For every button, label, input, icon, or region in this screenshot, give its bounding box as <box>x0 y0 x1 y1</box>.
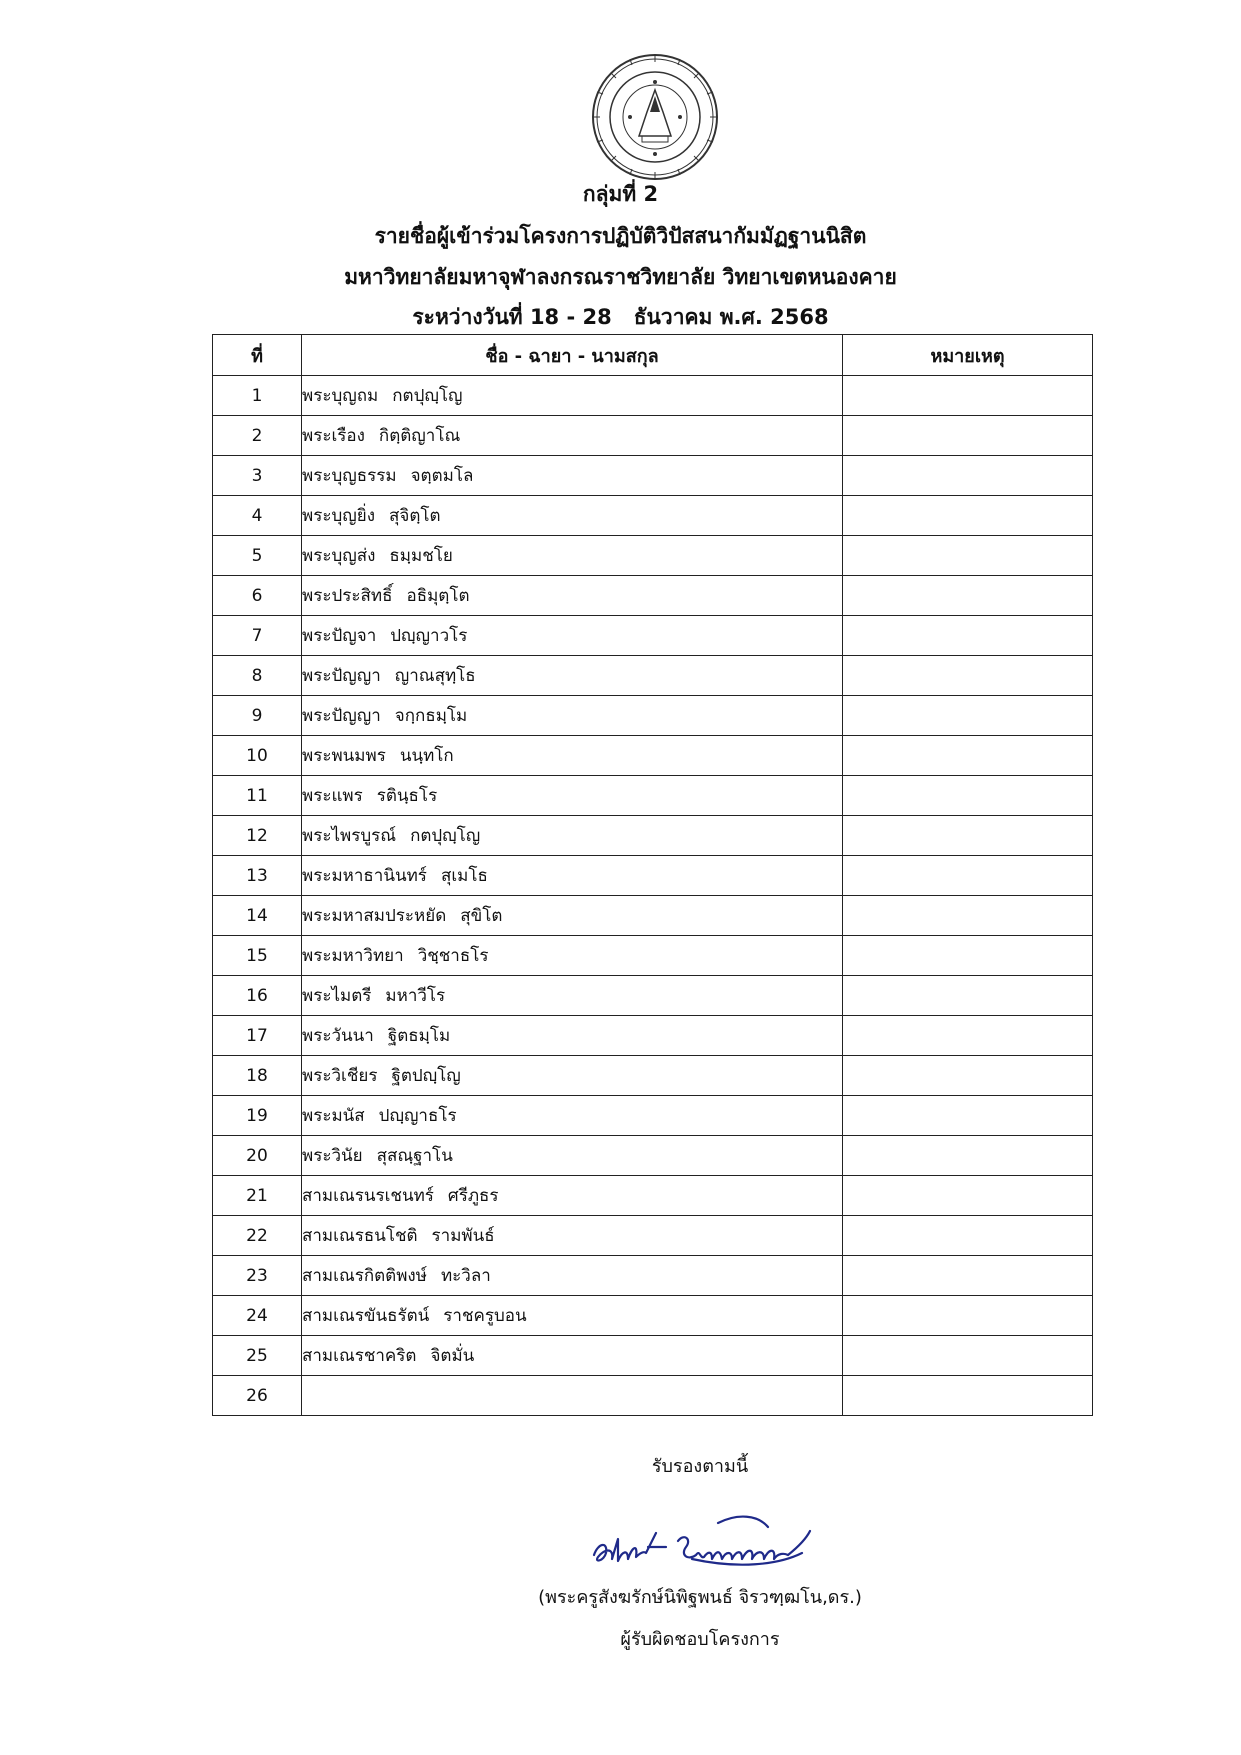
row-note <box>843 496 1093 536</box>
row-number: 4 <box>213 496 302 536</box>
row-number: 24 <box>213 1296 302 1336</box>
participant-name <box>302 1136 843 1176</box>
participant-name <box>302 1216 843 1256</box>
table-row <box>213 1336 1093 1376</box>
row-number: 6 <box>213 576 302 616</box>
row-note <box>843 936 1093 976</box>
column-header-note: หมายเหตุ <box>843 335 1093 376</box>
signature <box>588 1503 818 1573</box>
row-number: 2 <box>213 416 302 456</box>
table-row <box>213 1096 1093 1136</box>
participant-first-name: พระไมตรี <box>302 986 372 1006</box>
participant-monastic-name: ญาณสุทฺโธ <box>394 666 476 686</box>
participant-name <box>302 816 843 856</box>
participant-first-name: พระบุญยิ่ง <box>302 506 376 526</box>
participant-monastic-name: วิชฺชาธโร <box>417 946 489 966</box>
participant-name <box>302 1336 843 1376</box>
participant-first-name: พระปัญญา <box>302 706 381 726</box>
participant-monastic-name: จกฺกธมฺโม <box>394 706 468 726</box>
participant-first-name: สามเณรชาคริต <box>302 1346 417 1366</box>
signer-role: ผู้รับผิดชอบโครงการ <box>620 1629 780 1650</box>
row-note <box>843 816 1093 856</box>
row-note <box>843 1336 1093 1376</box>
institution-name: มหาวิทยาลัยมหาจุฬาลงกรณราชวิทยาลัย วิทยาเขตหนองคาย <box>344 265 897 289</box>
participant-monastic-name: สุเมโธ <box>440 866 488 886</box>
participant-monastic-name: มหาวีโร <box>385 986 446 1006</box>
university-seal <box>590 52 720 182</box>
participant-name <box>302 616 843 656</box>
participant-monastic-name: ศรีภูธร <box>447 1186 499 1206</box>
row-number: 10 <box>213 736 302 776</box>
participant-monastic-name: อธิมุตฺโต <box>406 586 470 606</box>
row-note <box>843 1016 1093 1056</box>
participant-first-name: พระพนมพร <box>302 746 386 766</box>
participant-name <box>302 1256 843 1296</box>
row-note <box>843 1256 1093 1296</box>
participant-monastic-name: ปญฺญาวโร <box>390 626 468 646</box>
table-row <box>213 776 1093 816</box>
table-row <box>213 856 1093 896</box>
column-header-no: ที่ <box>213 335 302 376</box>
participant-first-name: สามเณรขันธรัตน์ <box>302 1306 430 1326</box>
participant-monastic-name: รตินฺธโร <box>376 786 438 806</box>
date-line <box>0 299 1241 335</box>
row-number: 11 <box>213 776 302 816</box>
table-row <box>213 816 1093 856</box>
participant-monastic-name: ราชครูบอน <box>443 1306 527 1326</box>
participant-name <box>302 1096 843 1136</box>
participant-name <box>302 376 843 416</box>
participant-monastic-name: นนฺทโก <box>399 746 454 766</box>
row-number: 9 <box>213 696 302 736</box>
table-row <box>213 1376 1093 1416</box>
participant-monastic-name: จิตมั่น <box>430 1346 475 1366</box>
row-note <box>843 776 1093 816</box>
signer-name: (พระครูสังฆรักษ์นิพิฐพนธ์ จิรวฑฺฒโน,ดร.) <box>538 1587 862 1608</box>
row-number: 20 <box>213 1136 302 1176</box>
row-note <box>843 1296 1093 1336</box>
participant-name <box>302 1176 843 1216</box>
participant-name <box>302 696 843 736</box>
row-number: 18 <box>213 1056 302 1096</box>
table-row <box>213 416 1093 456</box>
participant-monastic-name: รามพันธ์ <box>431 1226 495 1246</box>
row-note <box>843 856 1093 896</box>
table-row <box>213 1016 1093 1056</box>
row-note <box>843 1376 1093 1416</box>
participant-monastic-name: กตปุญฺโญ <box>392 386 463 406</box>
row-number: 16 <box>213 976 302 1016</box>
row-note <box>843 1176 1093 1216</box>
participant-first-name: พระมหาธานินทร์ <box>302 866 427 886</box>
row-number: 15 <box>213 936 302 976</box>
row-number: 12 <box>213 816 302 856</box>
participant-name <box>302 576 843 616</box>
participant-name <box>302 416 843 456</box>
participant-name <box>302 896 843 936</box>
row-note <box>843 896 1093 936</box>
participant-first-name: พระมนัส <box>302 1106 365 1126</box>
participant-name <box>302 1016 843 1056</box>
participant-name <box>302 1056 843 1096</box>
table-row <box>213 1056 1093 1096</box>
row-note <box>843 696 1093 736</box>
participant-first-name: พระวิเชียร <box>302 1066 378 1086</box>
participant-first-name: พระวินัย <box>302 1146 363 1166</box>
participant-table <box>212 334 1093 1416</box>
certify-text: รับรองตามนี้ <box>651 1456 749 1477</box>
row-note <box>843 1216 1093 1256</box>
participant-first-name: พระมหาสมประหยัด <box>302 906 447 926</box>
row-number: 26 <box>213 1376 302 1416</box>
row-note <box>843 736 1093 776</box>
table-row <box>213 736 1093 776</box>
participant-name <box>302 776 843 816</box>
table-row <box>213 376 1093 416</box>
participant-monastic-name: กตปุญฺโญ <box>410 826 481 846</box>
table-header-row <box>213 335 1093 376</box>
participant-first-name: พระปัญญา <box>302 666 381 686</box>
participant-first-name: สามเณรธนโชติ <box>302 1226 418 1246</box>
participant-name <box>302 656 843 696</box>
participant-name <box>302 736 843 776</box>
table-row <box>213 1176 1093 1216</box>
row-note <box>843 656 1093 696</box>
table-row <box>213 616 1093 656</box>
participant-first-name: สามเณรกิตติพงษ์ <box>302 1266 427 1286</box>
row-number: 19 <box>213 1096 302 1136</box>
participant-first-name: สามเณรนรเชนทร์ <box>302 1186 434 1206</box>
table-row <box>213 496 1093 536</box>
participant-monastic-name: สุสณฺฐาโน <box>376 1146 453 1166</box>
participant-name <box>302 1376 843 1416</box>
row-note <box>843 536 1093 576</box>
participant-monastic-name: ธมฺมชโย <box>389 546 453 566</box>
date-month-year: ธันวาคม พ.ศ. 2568 <box>633 305 829 329</box>
participant-first-name: พระวันนา <box>302 1026 374 1046</box>
row-number: 7 <box>213 616 302 656</box>
participant-first-name: พระปัญจา <box>302 626 377 646</box>
participant-monastic-name: จตฺตมโล <box>410 466 474 486</box>
participant-first-name: พระแพร <box>302 786 363 806</box>
participant-monastic-name: ทะวิลา <box>440 1266 491 1286</box>
participant-name <box>302 976 843 1016</box>
row-number: 23 <box>213 1256 302 1296</box>
participant-name <box>302 496 843 536</box>
participant-name <box>302 456 843 496</box>
row-number: 13 <box>213 856 302 896</box>
participant-name <box>302 1296 843 1336</box>
table-row <box>213 456 1093 496</box>
participant-first-name: พระประสิทธิ์ <box>302 586 393 606</box>
row-number: 22 <box>213 1216 302 1256</box>
participant-monastic-name: สุขิโต <box>460 906 503 926</box>
participant-first-name: พระไพรบูรณ์ <box>302 826 397 846</box>
row-note <box>843 416 1093 456</box>
row-note <box>843 1056 1093 1096</box>
participant-first-name: พระเรือง <box>302 426 365 446</box>
participant-monastic-name: สุจิตฺโต <box>389 506 441 526</box>
row-number: 25 <box>213 1336 302 1376</box>
row-number: 8 <box>213 656 302 696</box>
participant-first-name: พระบุญถม <box>302 386 379 406</box>
table-row <box>213 936 1093 976</box>
row-note <box>843 576 1093 616</box>
participant-monastic-name: ฐิตธมฺโม <box>387 1026 451 1046</box>
table-row <box>213 696 1093 736</box>
participant-first-name: พระมหาวิทยา <box>302 946 404 966</box>
table-row <box>213 1216 1093 1256</box>
table-row <box>213 656 1093 696</box>
row-number: 3 <box>213 456 302 496</box>
table-row <box>213 976 1093 1016</box>
participant-first-name: พระบุญส่ง <box>302 546 376 566</box>
row-note <box>843 456 1093 496</box>
table-row <box>213 536 1093 576</box>
group-title: กลุ่มที่ 2 <box>582 182 659 206</box>
table-row <box>213 1136 1093 1176</box>
row-note <box>843 376 1093 416</box>
row-number: 17 <box>213 1016 302 1056</box>
participant-name <box>302 936 843 976</box>
participant-first-name: พระบุญธรรม <box>302 466 397 486</box>
row-note <box>843 616 1093 656</box>
participant-monastic-name: กิตฺติญาโณ <box>378 426 461 446</box>
row-number: 1 <box>213 376 302 416</box>
date-range: ระหว่างวันที่ 18 - 28 <box>412 305 612 329</box>
row-note <box>843 976 1093 1016</box>
table-body <box>213 376 1093 1416</box>
participant-name <box>302 536 843 576</box>
table-row <box>213 576 1093 616</box>
project-title: รายชื่อผู้เข้าร่วมโครงการปฏิบัติวิปัสสนากัมมัฏฐานนิสิต <box>374 224 867 248</box>
table-row <box>213 896 1093 936</box>
table-row <box>213 1256 1093 1296</box>
table-row <box>213 1296 1093 1336</box>
participant-monastic-name: ฐิตปญฺโญ <box>391 1066 461 1086</box>
row-note <box>843 1136 1093 1176</box>
participant-name <box>302 856 843 896</box>
row-number: 14 <box>213 896 302 936</box>
row-number: 21 <box>213 1176 302 1216</box>
participant-monastic-name: ปญฺญาธโร <box>378 1106 457 1126</box>
row-note <box>843 1096 1093 1136</box>
column-header-name: ชื่อ - ฉายา - นามสกุล <box>302 335 843 376</box>
row-number: 5 <box>213 536 302 576</box>
